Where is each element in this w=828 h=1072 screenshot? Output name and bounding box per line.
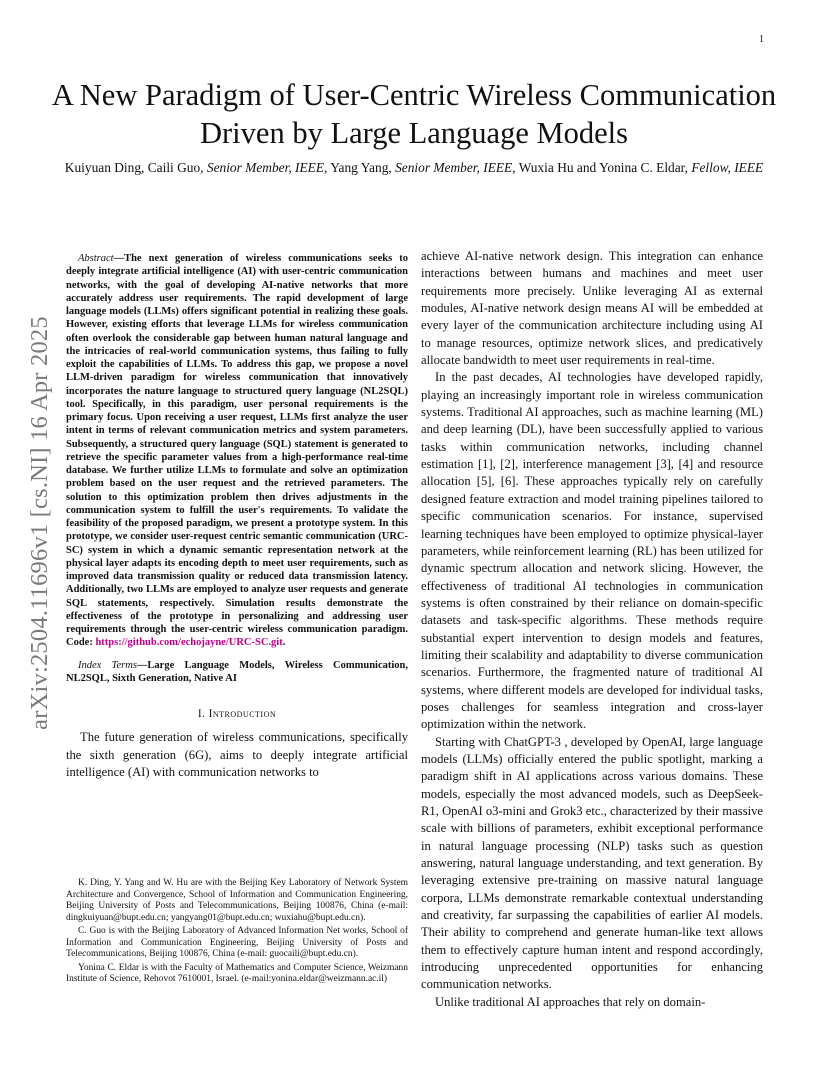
author-names-3: , Wuxia Hu and Yonina C. Eldar, xyxy=(512,160,692,175)
index-terms-text: —Large Language Models, Wireless Communication, NL2SQL, Sixth Generation, Native AI xyxy=(66,659,408,684)
section-heading xyxy=(66,706,408,723)
author-list xyxy=(60,158,768,177)
index-terms xyxy=(66,659,408,686)
footnote: Yonina C. Eldar is with the Faculty of Mathematics and Computer Science, Weizmann Institute of Science, Rehovot 7610001, Israel. (e-mail:yonina.eldar@weizmann.ac.il) xyxy=(66,962,408,984)
right-column xyxy=(421,248,763,1011)
abstract xyxy=(66,252,408,650)
left-column xyxy=(66,252,408,781)
author-role-3: Fellow, IEEE xyxy=(691,160,764,175)
section-title: Introduction xyxy=(208,708,277,720)
footnote: C. Guo is with the Beijing Laboratory of Advanced Information Net works, School of Information and Communication Engineering, Beijing University of Posts and Telecommunications, Beijing 100876, China (e-mail: guocaili@bupt.edu.cn). xyxy=(66,926,408,959)
paper-title: A New Paradigm of User-Centric Wireless Communication Driven by Large Language Models xyxy=(51,78,777,150)
section-number: I. xyxy=(197,708,209,720)
abstract-text: —The next generation of wireless communications seeks to deeply integrate artificial intelligence (AI) with user-centric communication networks, with the goal of developing AI-native networks that more accurately address user requirements. The rapid development of large language models (LLMs) offers significant potential in realizing these goals. However, existing efforts that leverage LLMs for wireless communication often overlook the considerable gap between human natural language and the intricacies of real-world communication systems, thus failing to fully exploit the capabilities of LLMs. To address this gap, we propose a novel LLM-driven paradigm for wireless communication that innovatively incorporates the nature language to structured query language (NL2SQL) tool. Specifically, in this paradigm, user personal requirements is the primary focus. Upon receiving a user request, LLMs first analyze the user intent in terms of relevant communication metrics and system parameters. Subsequently, a structured query language (SQL) statement is generated to retrieve the specific parameter values from a high-performance real-time database. We further utilize LLMs to formulate and solve an optimization problem based on the user request and the retrieved parameters. The solution to this optimization problem then drives adjustments in the communication system to fulfill the user's requirements. To validate the feasibility of the proposed paradigm, we present a prototype system. In this prototype, we consider user-request centric semantic communication (URC-SC) system in which a dynamic semantic representation network at the physical layer adapts its encoding depth to meet user requirements, such as improved data transmission quality or reduced data transmission latency. Additionally, two LLMs are employed to analyze user requests and generate SQL statements, respectively. Simulation results demonstrate the effectiveness of the prototype in personalizing and addressing user requirements through the user-centric wireless communication paradigm. Code: xyxy=(66,253,408,649)
intro-paragraph: The future generation of wireless communications, specifically the sixth generation (6G), aims to deeply integrate artificial intelligence (AI) with communication networks to xyxy=(66,730,408,780)
index-terms-label: Index Terms xyxy=(78,659,137,671)
body-paragraph: Starting with ChatGPT-3 , developed by OpenAI, large language models (LLMs) officially entered the public spotlight, marking a paradigm shift in AI applications across various domains. These models, especially the most advanced models, such as DeepSeek-R1, OpenAI o3-mini and Grok3 etc., characterized by their massive scale with billions of parameters, exhibit exceptional performance in natural language processing (NLP) tasks such as question answering, natural language understanding, and text generation. By leveraging extensive pre-training on massive natural language corpora, LLMs demonstrate remarkable contextual understanding and creativity, far surpassing the capabilities of earlier AI models. Their ability to comprehend and generate human-like text allows them to effectively capture human intent and respond accordingly, introducing unprecedented opportunities for enhancing communication networks. xyxy=(421,734,763,992)
footnote: K. Ding, Y. Yang and W. Hu are with the Beijing Key Laboratory of Network System Architecture and Convergence, School of Information and Communication Engineering, Beijing University of Posts and Telecommunications, Beijing 100876, China (e-mail: dingkuiyuan@bupt.edu.cn; yangyang01@bupt.edu.cn; wuxiahu@bupt.edu.cn). xyxy=(66,878,408,923)
author-role-1: Senior Member, IEEE xyxy=(206,160,325,175)
abstract-label: Abstract xyxy=(78,253,114,264)
body-paragraph: In the past decades, AI technologies have developed rapidly, playing an increasingly important role in wireless communication systems. Traditional AI approaches, such as machine learning (ML) and deep learning (DL), have been successfully applied to various tasks within communication networks, including channel estimation [1], [2], interference management [3], [4] and resource allocation [5], [6]. These approaches typically rely on carefully designed feature extraction and model training pipelines tailored to specific communication scenarios. For instance, supervised learning techniques have been employed to optimize physical-layer parameters, while reinforcement learning (RL) has been utilized for dynamic spectrum allocation and network slicing. However, the effectiveness of traditional AI technologies in communication systems is often constrained by their reliance on domain-specific datasets and task-specific algorithms. These methods require substantial expert intervention to design models and features, limiting their scalability and adaptability to diverse communication scenarios. Furthermore, the fragmented nature of traditional AI systems, where different models are developed for individual tasks, poses challenges for seamless integration and cross-layer optimization within the network. xyxy=(421,370,763,732)
arxiv-identifier: arXiv:2504.11696v1 [cs.NI] 16 Apr 2025 xyxy=(26,316,53,730)
footnotes xyxy=(66,878,408,988)
code-link[interactable]: https://github.com/echojayne/URC-SC.git xyxy=(95,637,283,649)
body-paragraph: Unlike traditional AI approaches that rely on domain- xyxy=(435,994,706,1009)
abstract-end: . xyxy=(282,637,286,649)
author-names-1: Kuiyuan Ding, Caili Guo, xyxy=(64,160,207,175)
author-role-2: Senior Member, IEEE xyxy=(395,160,513,175)
page-number: 1 xyxy=(759,34,764,45)
author-names-2: , Yang Yang, xyxy=(324,160,396,175)
body-paragraph: achieve AI-native network design. This integration can enhance interactions between humans and machines and meet user requirements more precisely. Unlike leveraging AI as external modules, AI-native network design means AI will be embedded at every layer of the communication architecture including using AI to manage resources, optimize network slices, and predicatively allocate bandwidth to meet user requirements in real-time. xyxy=(421,249,763,368)
